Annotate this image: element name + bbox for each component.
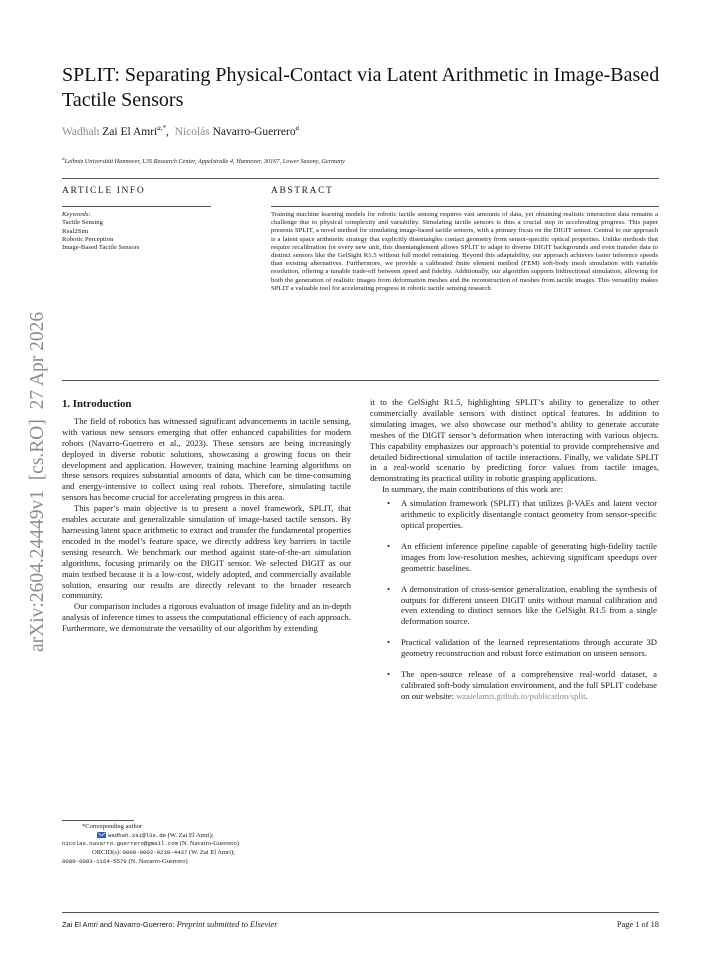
contribution-text: A simulation framework (SPLIT) that utilizes β-VAEs and latent vector arithmetic to explicitly disentangle contact geometry from sensor-specific optical properties. [401, 498, 657, 530]
contribution-item [370, 637, 659, 659]
orcid-id-1: 0000-0002-0238-4437 [122, 849, 188, 857]
keyword-item: Real2Sim [62, 227, 89, 235]
left-column [62, 399, 351, 634]
bullet: • [387, 583, 391, 594]
paper-title: SPLIT: Separating Physical-Contact via Latent Arithmetic in Image-Based Tactile Sensors [62, 64, 660, 111]
running-footer [62, 920, 277, 929]
author-2-given-name: Nicolás [174, 125, 210, 138]
email-address-1[interactable]: wadhah.zai@l3s.de [108, 831, 167, 839]
bullet: • [387, 540, 391, 551]
orcid-line-1 [62, 849, 351, 858]
contribution-item [370, 541, 659, 574]
footnotes [62, 823, 351, 867]
bullet: • [387, 669, 391, 680]
article-info-heading: ARTICLE INFO [62, 186, 146, 196]
right-column [370, 397, 659, 712]
intro-paragraph-2: This paper’s main objective is to present a novel framework, SPLIT, that enables accurate and generalizable simulation of image-based tactile sensors. By harnessing latent space arithmetic to extract and transfer the fundamental properties encoded in the model’s feature space, we directly address key barriers in tactile sensing research. We benchmark our method against state-of-the-art simulation algorithms, focusing primarily on the DIGIT sensor. We selected DIGIT as our main testbed because it is a low-cost, widely adopted, and commercially available solution, ensuring our results are directly relevant to the broader research community. [62, 503, 351, 601]
keywords-label: Keywords: [62, 211, 91, 218]
footer-rule [62, 912, 659, 913]
orcid-label: ORCID(s): [92, 849, 123, 857]
project-website-link[interactable]: wzaielamri.github.io/publication/split [456, 690, 586, 701]
affiliation [62, 156, 345, 165]
header-rule [62, 178, 659, 179]
contribution-item [370, 584, 659, 628]
orcid-owner-2: (N. Navarro-Guerrero) [126, 857, 188, 865]
author-1-affil-mark: a,* [157, 124, 166, 132]
author-1-surname: Zai El Amri [102, 125, 158, 138]
contribution-text: The open-source release of a comprehensive real-world dataset, a calibrated soft-body simulation environment, and the full SPLIT codebase on our website: [401, 669, 657, 701]
bullet: • [387, 498, 391, 509]
keyword-item: Tactile Sensing [62, 219, 103, 227]
abstract-rule [271, 206, 659, 207]
abstract-text: Training machine learning models for robotic tactile sensing requires vast amounts of data, yet obtaining realistic interaction data remains a challenge due to physical complexity and variability. Simulating tactile sensors is thus a crucial step in accelerating progress. This paper presents SPLIT, a novel method for simulating image-based tactile sensors, with a primary focus on the DIGIT sensor. Central to our approach is a latent space arithmetic strategy that explicitly disentangles contact geometry from sensor-specific optical properties. Unlike methods that require recalibration for every new unit, this disentanglement allows SPLIT to adapt to diverse DIGIT backgrounds and even transfer data to distinct sensors like the GelSight R1.5 without full model retraining. Beyond this adaptability, our approach achieves faster inference speeds than existing alternatives. Furthermore, we provide a calibrated finite element method (FEM) soft-body mesh simulation with variable resolution, offering a tunable trade-off between speed and fidelity. Additionally, our algorithm supports bidirectional simulation, allowing for both the generation of realistic images from deformation meshes and the reconstruction of meshes from tactile images. This versatility makes SPLIT a valuable tool for accelerating progress in robotic tactile sensing research. [271, 211, 658, 292]
contribution-text-end: . [585, 690, 588, 701]
contribution-item [370, 498, 659, 531]
envelope-icon [97, 832, 106, 838]
contribution-item [370, 669, 659, 702]
bullet: • [387, 637, 391, 648]
article-info-rule [62, 206, 211, 207]
email-owner-1: (W. Zai El Amri); [166, 831, 214, 839]
contributions-list [370, 498, 659, 702]
corresponding-author-note: *Corresponding author [82, 823, 143, 830]
contribution-text: A demonstration of cross-sensor generalization, enabling the synthesis of outputs for different unseen DIGIT units without manual calibration and even extending to distinct sensors like the GelSight R1.5 from a single deformation source. [401, 583, 657, 627]
contribution-text: Practical validation of the learned representations through accurate 3D geometry reconstruction and robust force estimation on unseen sensors. [401, 637, 657, 659]
keyword-item: Robotic Perception [62, 235, 114, 243]
arxiv-stamp [10, 242, 58, 662]
footer-authors: Zai El Amri and Navarro-Guerrero: [62, 920, 175, 929]
body-rule [62, 380, 659, 381]
affiliation-mark: a [62, 156, 65, 162]
author-1-given-name: Wadhah [62, 125, 100, 138]
author-list [62, 124, 299, 138]
abstract-heading: ABSTRACT [271, 186, 334, 196]
affiliation-text: Leibniz Universität Hannover, L3S Research Center, Appelstraße 4, Hannover, 30167, Lower Saxony, Germany [64, 158, 345, 166]
orcid-owner-1: (W. Zai El Amri); [187, 849, 235, 857]
author-separator: , [165, 125, 172, 138]
email-line-2 [62, 840, 351, 849]
arxiv-stamp-text: arXiv:2604.24449v1 [cs.RO] 27 Apr 2026 [27, 311, 48, 652]
keywords-block [62, 211, 262, 252]
intro-paragraph-4: it to the GelSight R1.5, highlighting SPLIT’s ability to generalize to other commercially available sensors with distinct optical features. In addition to simulating images, we also showcase our method’s ability to generate accurate meshes of the DIGIT sensor’s deformation when interacting with various objects. This capability emphasizes our approach’s potential to provide comprehensive and detailed bidirectional simulation of tactile interactions. Finally, we validate SPLIT in a real-world scenario by predicting force values from tactile images, demonstrating its practical utility in robotic grasping applications. [370, 397, 659, 484]
contribution-text: An efficient inference pipeline capable of generating high-fidelity tactile images from low-resolution meshes, achieving significant speedups over geometric baselines. [401, 540, 657, 573]
intro-paragraph-1: The field of robotics has witnessed significant advancements in tactile sensing, with various new sensors emerging that offer enhanced capabilities for modern robots (Navarro-Guerrero et al., 2023). These sensors are being increasingly deployed in diverse robotic solutions, showcasing a growing focus on their development and application. However, training machine learning algorithms on these sensors requires substantial amounts of data, which can be time-consuming and energy-intensive to collect using real robots. Therefore, simulating tactile sensors has become crucial for accelerating progress in this area. [62, 415, 351, 503]
section-heading-introduction: 1. Introduction [62, 398, 132, 410]
page-number: Page 1 of 18 [616, 920, 659, 929]
email-line-1 [62, 832, 351, 841]
email-address-2[interactable]: nicolas.navarro.guerrero@gmail.com [62, 840, 179, 848]
email-owner-2: (N. Navarro-Guerrero) [178, 840, 239, 848]
author-2-surname: Navarro-Guerrero [212, 125, 296, 138]
keyword-item: Image-Based Tactile Sensors [62, 244, 140, 252]
author-2-affil-mark: a [295, 124, 300, 132]
intro-paragraph-3: Our comparison includes a rigorous evaluation of image fidelity and an in-depth analysis of inference times to assess the computational efficiency of each approach. Furthermore, we demonstrate the versatility of our algorithm by extending [62, 601, 351, 634]
orcid-id-2: 0000-0003-1164-5579 [62, 857, 127, 865]
footnote-rule [62, 820, 134, 821]
orcid-line-2 [62, 858, 351, 867]
footer-preprint-note: Preprint submitted to Elsevier [176, 920, 278, 929]
intro-paragraph-5: In summary, the main contributions of this work are: [382, 484, 564, 495]
